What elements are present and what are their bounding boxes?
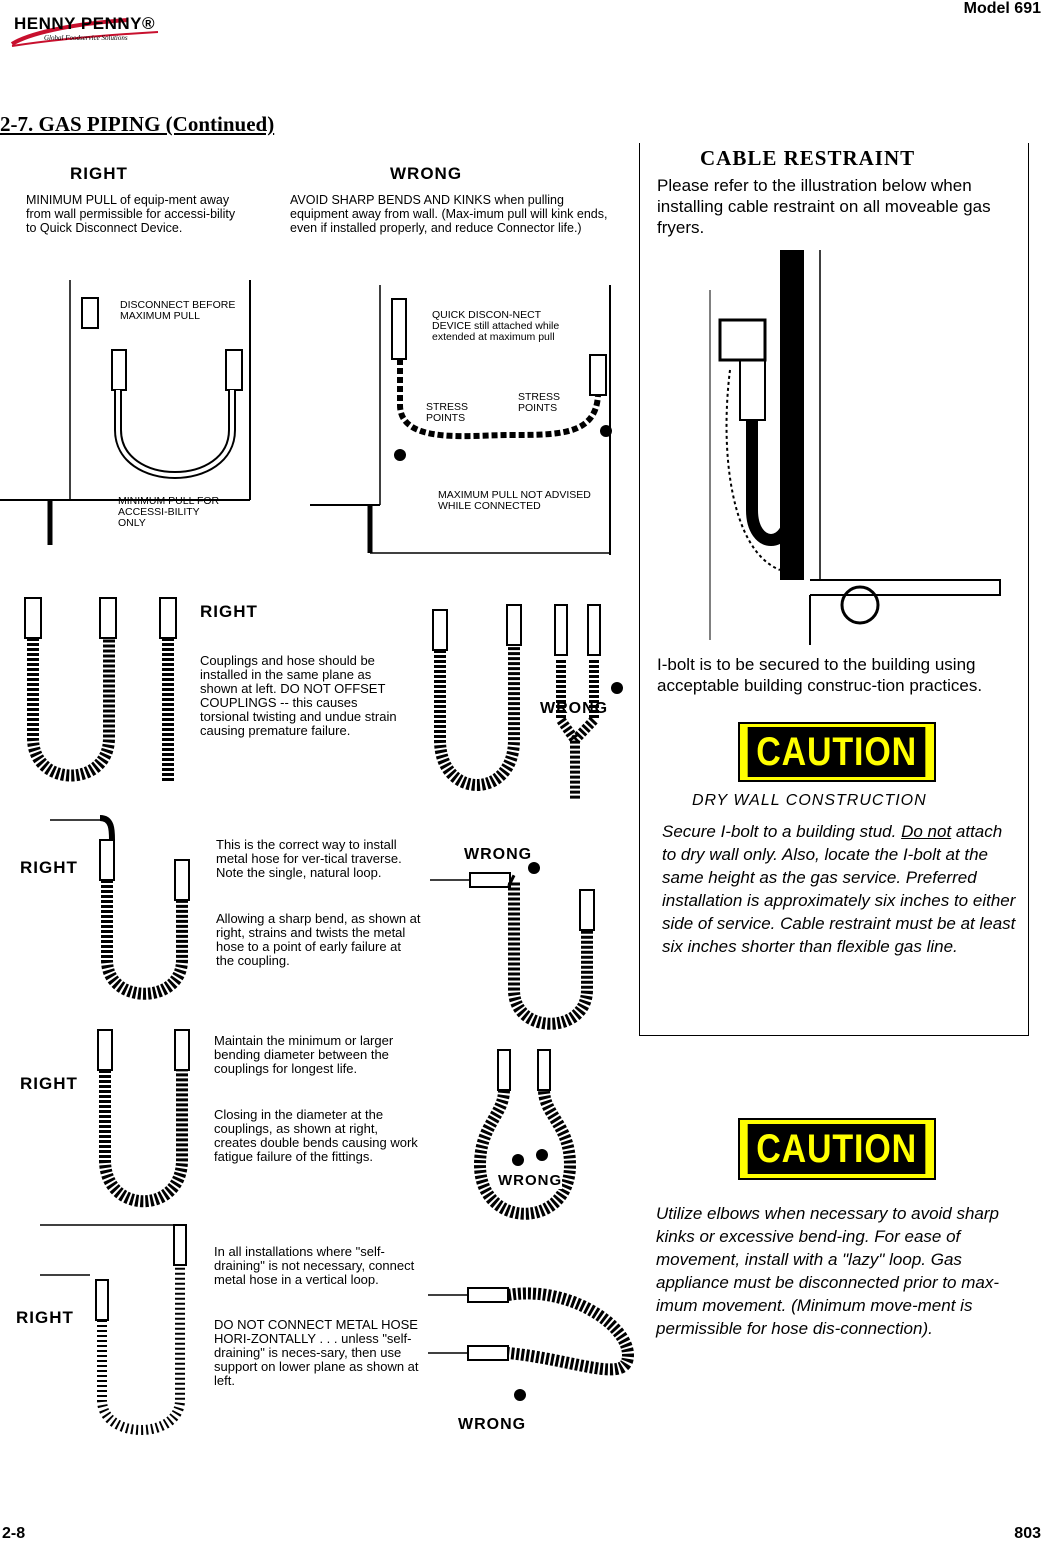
label-stress-points-right: STRESS POINTS — [518, 391, 561, 414]
caution-label-2: CAUTION — [748, 1124, 926, 1174]
ibolt-text: I-bolt is to be secured to the building using acceptable building construc-tion practices. — [657, 655, 983, 695]
label-quick-disconnect: QUICK DISCON-NECT DEVICE still attached while extended at maximum pull — [432, 309, 560, 343]
row4-text-1: In all installations where "self-draining" is not necessary, connect metal hose in a vertical loop. — [214, 1244, 415, 1287]
row4-text-2: DO NOT CONNECT METAL HOSE HORI-ZONTALLY . . . unless "self-draining" is neces-sary, then use support on lower plane as shown at left. — [214, 1317, 419, 1388]
model-label: Model 691 — [963, 0, 1041, 17]
row4-wrong-label: WRONG — [458, 1416, 527, 1433]
doc-number: 803 — [1014, 1525, 1041, 1542]
row3-right-heading: RIGHT — [20, 1074, 78, 1093]
row2-text-2: Allowing a sharp bend, as shown at right, strains and twists the metal hose to a point of early failure at the coupling. — [216, 911, 421, 968]
drywall-text — [662, 820, 1017, 958]
label-minimum-pull: MINIMUM PULL FOR ACCESSI-BILITY ONLY — [118, 495, 220, 529]
row3-text-2: Closing in the diameter at the couplings, as shown at right, creates double bends causing work fatigue failure of the fittings. — [214, 1107, 418, 1164]
caution-sign-1 — [738, 722, 936, 782]
drywall-text-post: attach to dry wall only. Also, locate the I-bolt at the same height as the gas service. Preferred installation is approximately six inches to either side of service. Cable restraint must be at least six inches shorter than flexible gas line. — [662, 822, 1016, 956]
row2-wrong-hose-illustration — [430, 840, 610, 1040]
label-disconnect: DISCONNECT BEFORE MAXIMUM PULL — [120, 299, 236, 322]
row2-right-hose-illustration — [50, 810, 210, 1010]
cable-restraint-intro: Please refer to the illustration below when installing cable restraint on all moveable gas fryers. — [657, 176, 991, 237]
row4-right-hose-illustration — [40, 1220, 205, 1445]
row3-wrong-hose-illustration — [470, 1045, 580, 1225]
label-stress-points-left: STRESS POINTS — [426, 401, 469, 424]
caution2-text: Utilize elbows when necessary to avoid sharp kinks or excessive bend-ing. For ease of movement, install with a "lazy" loop. Gas appliance must be disconnected prior to max-imum movement. (Minimum move-ment is permissible for hose dis-connection). — [656, 1204, 1000, 1338]
row2-text-1: This is the correct way to install metal hose for ver-tical traverse. Note the single, natural loop. — [216, 837, 402, 880]
row1-text: Couplings and hose should be installed in the same plane as shown at left. DO NOT OFFSET COUPLINGS -- this causes torsional twisting and undue strain causing premature failure. — [200, 653, 397, 738]
row3-right-hose-illustration — [90, 1020, 205, 1220]
cable-restraint-title: CABLE RESTRAINT — [700, 146, 916, 170]
henny-penny-logo — [8, 6, 188, 50]
row2-wrong-label: WRONG — [464, 846, 533, 863]
cable-restraint-illustration — [680, 250, 1000, 645]
row2-right-heading: RIGHT — [20, 858, 78, 877]
drywall-text-do-not: Do not — [901, 822, 952, 841]
label-maximum-pull: MAXIMUM PULL NOT ADVISED WHILE CONNECTED — [438, 489, 591, 512]
row1-right-heading: RIGHT — [200, 602, 258, 621]
row3-wrong-label: WRONG — [498, 1172, 563, 1189]
top-wrong-heading: WRONG — [390, 164, 463, 183]
logo-wordmark: HENNY PENNY® — [14, 14, 156, 33]
caution-sign-2 — [738, 1118, 936, 1180]
top-wrong-caption: AVOID SHARP BENDS AND KINKS when pulling equipment away from wall. (Max-imum pull will kink ends, even if installed properly, and reduce Connector life.) — [290, 193, 608, 235]
row4-wrong-hose-illustration — [428, 1285, 638, 1405]
logo-tagline: Global Foodservice Solutions — [44, 34, 128, 42]
top-right-heading: RIGHT — [70, 164, 128, 183]
section-title: 2-7. GAS PIPING (Continued) — [0, 112, 275, 136]
drywall-text-pre: Secure I-bolt to a building stud. — [662, 822, 902, 841]
row4-right-heading: RIGHT — [16, 1308, 74, 1327]
row1-wrong-label: WRONG — [540, 700, 609, 717]
caution-label-1: CAUTION — [748, 727, 926, 777]
top-right-caption: MINIMUM PULL of equip-ment away from wall permissible for accessi-bility to Quick Disconnect Device. — [26, 193, 236, 235]
row1-right-hose-illustration — [15, 598, 190, 788]
page-number: 2-8 — [2, 1525, 26, 1542]
drywall-heading: DRY WALL CONSTRUCTION — [692, 792, 927, 809]
row3-text-1: Maintain the minimum or larger bending diameter between the couplings for longest life. — [214, 1033, 394, 1076]
